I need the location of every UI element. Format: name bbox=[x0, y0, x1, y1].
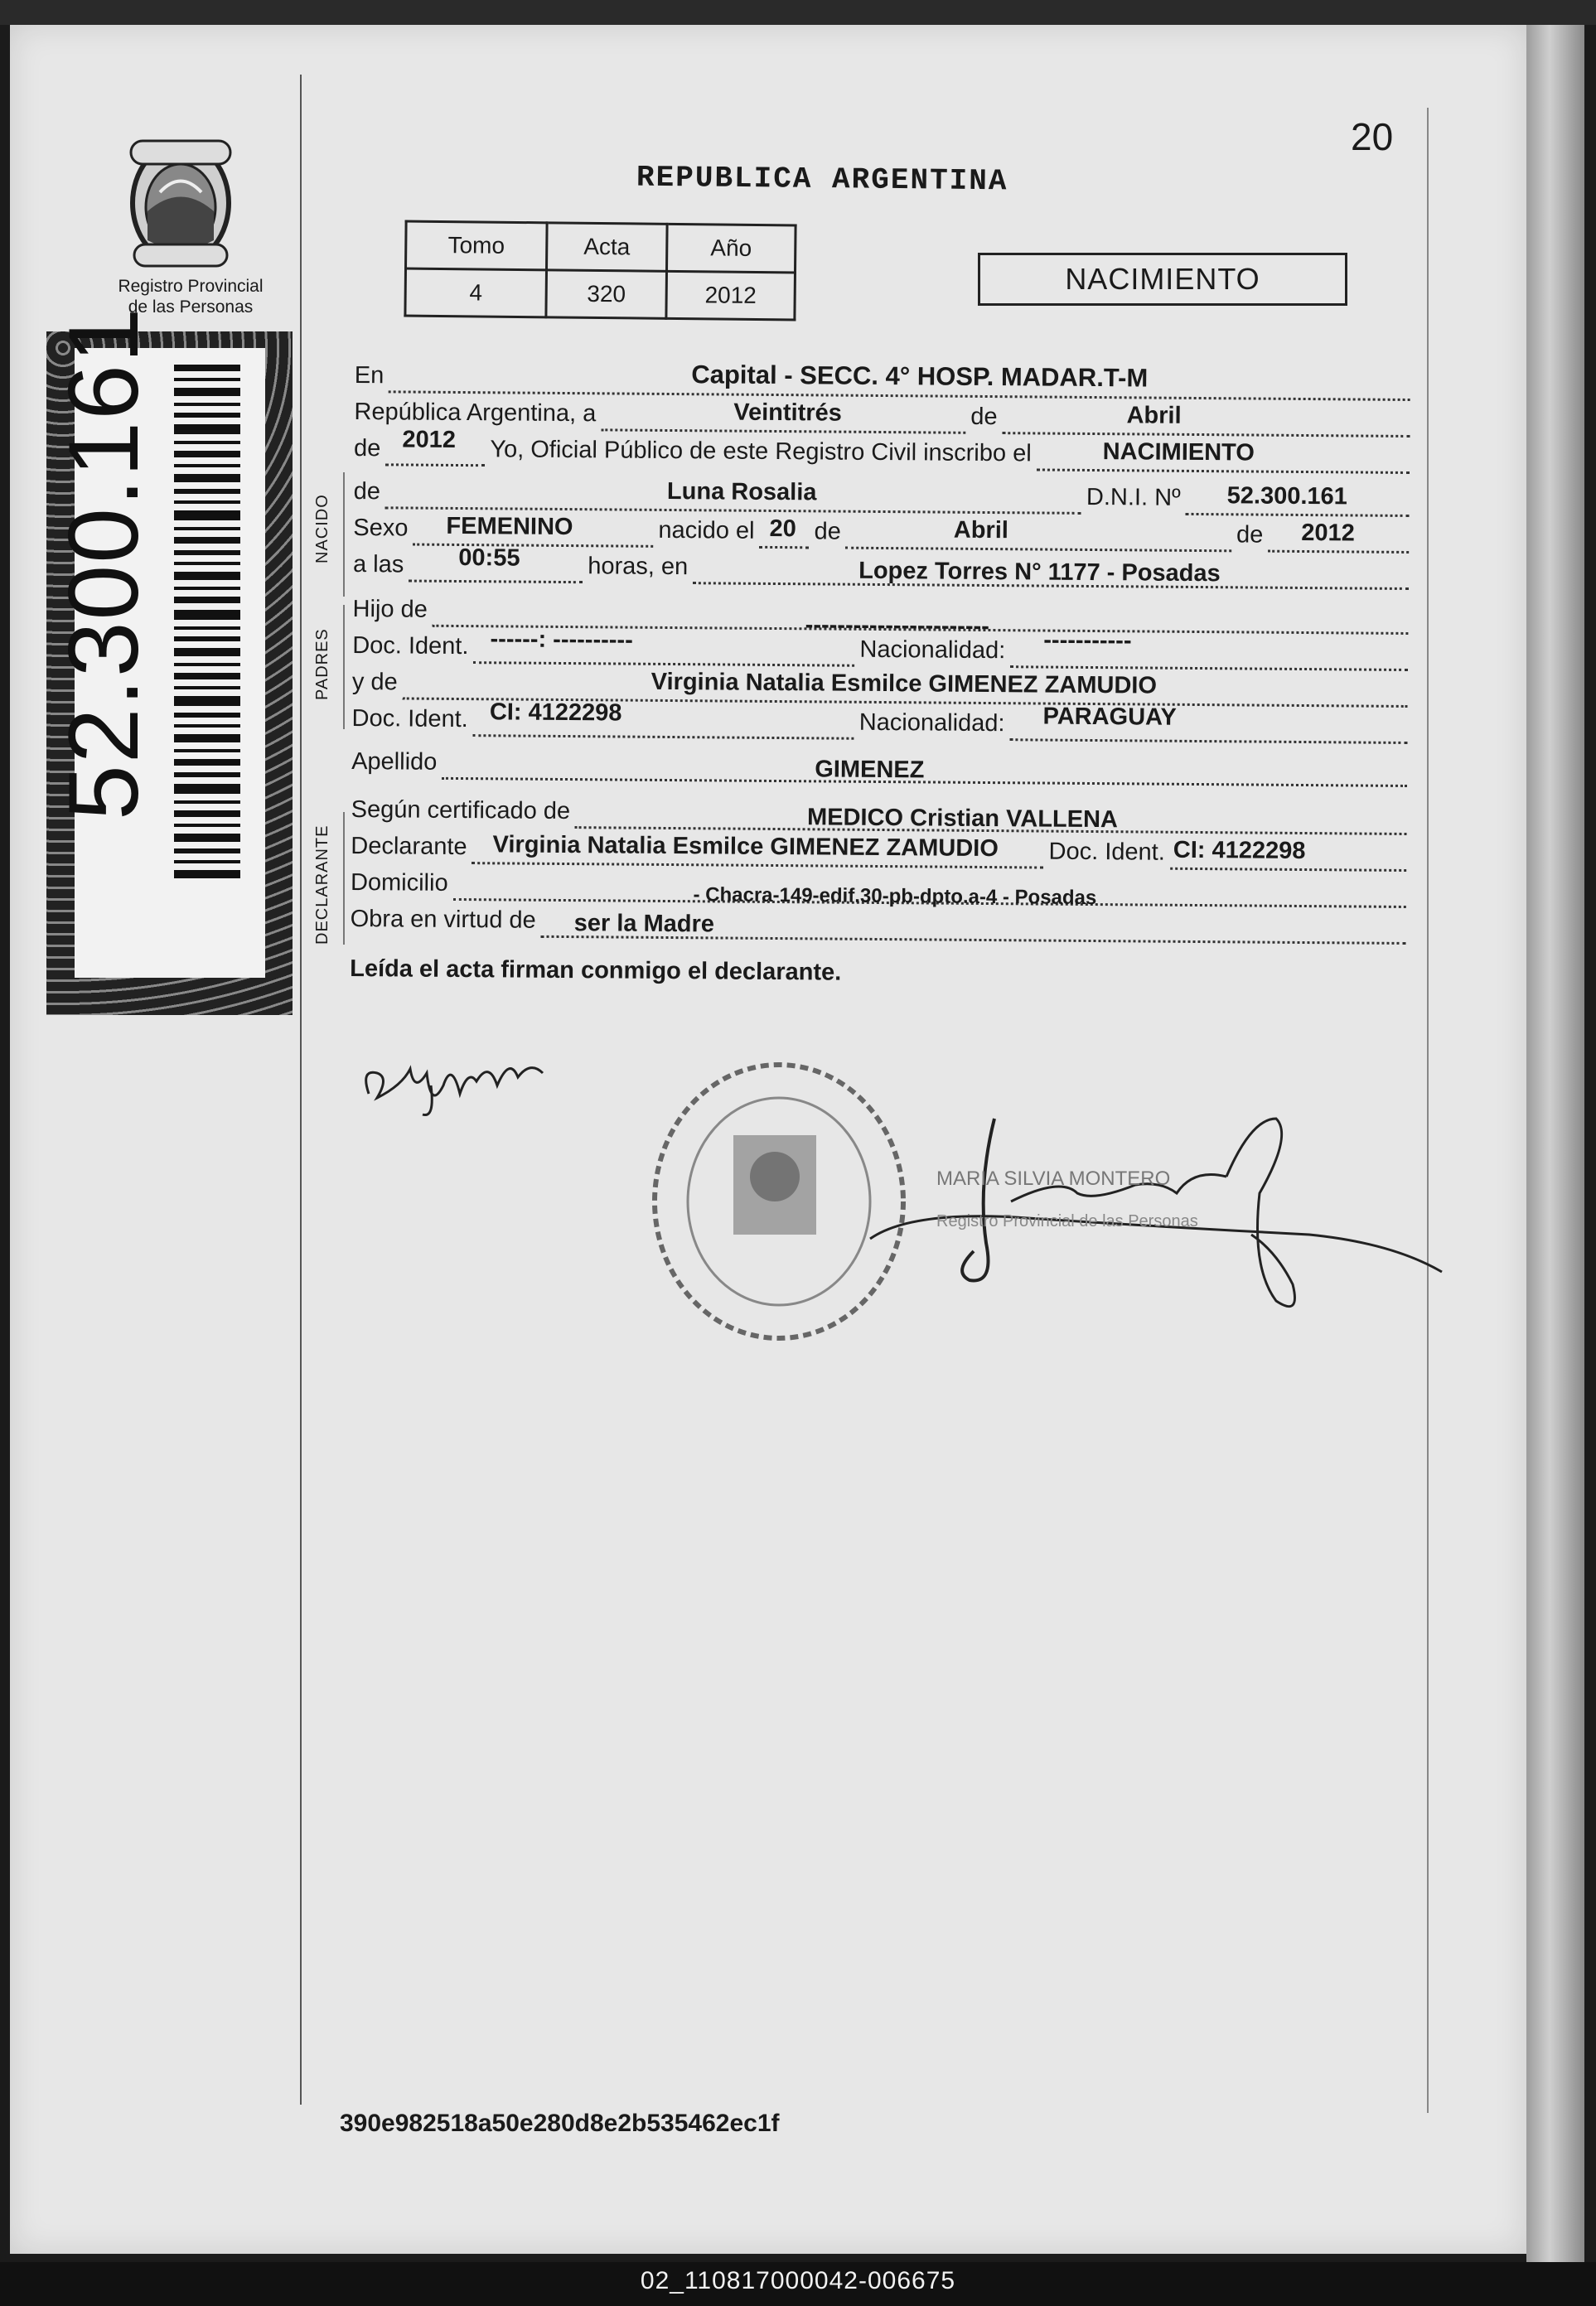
mother-name-value: Virginia Natalia Esmilce GIMENEZ ZAMUDIO bbox=[650, 668, 1158, 699]
svg-text:MARIA SILVIA MONTERO: MARIA SILVIA MONTERO bbox=[936, 1168, 1171, 1190]
section-label-padres: PADRES bbox=[313, 628, 331, 700]
de-name-label: de bbox=[353, 477, 381, 505]
birth-record-form bbox=[350, 356, 1415, 994]
page-number: 20 bbox=[1351, 115, 1394, 158]
hijo-value: ----------------------- bbox=[805, 612, 989, 641]
barcode-icon bbox=[174, 365, 240, 878]
father-doc-value: ------: ---------- bbox=[490, 626, 633, 654]
birth-day-value: 20 bbox=[769, 515, 796, 543]
declarante-doc-line bbox=[1170, 836, 1407, 872]
inscribo-value: NACIMIENTO bbox=[1102, 438, 1255, 467]
declarante-line bbox=[472, 831, 1043, 868]
time-value: 00:55 bbox=[458, 544, 520, 572]
en-label: En bbox=[354, 361, 384, 389]
de-label-3: de bbox=[814, 518, 841, 545]
segun-label: Según certificado de bbox=[351, 795, 571, 825]
segun-value: MEDICO Cristian VALLENA bbox=[806, 804, 1119, 834]
birth-day-line bbox=[759, 515, 809, 549]
table-value-acta: 320 bbox=[546, 270, 667, 319]
margin-line bbox=[300, 75, 302, 2105]
domicilio-value: - Chacra-149-edif.30-pb-dpto.a-4 - Posadas bbox=[693, 883, 1097, 910]
table-value-anio: 2012 bbox=[666, 271, 796, 320]
form-row-obra bbox=[351, 900, 1411, 945]
nacionalidad-label-2: Nacionalidad: bbox=[858, 708, 1005, 737]
sexo-label: Sexo bbox=[353, 514, 409, 542]
apellido-label: Apellido bbox=[351, 747, 438, 776]
month-line bbox=[1002, 404, 1410, 438]
dni-label: D.N.I. Nº bbox=[1086, 483, 1181, 511]
domicilio-label: Domicilio bbox=[350, 868, 448, 897]
month-value: Abril bbox=[1126, 402, 1182, 429]
father-nat-value: ----------- bbox=[1043, 626, 1132, 655]
mother-nat-value: PARAGUAY bbox=[1042, 703, 1177, 731]
de-label-4: de bbox=[1236, 521, 1264, 549]
doc-ident-label: Doc. Ident. bbox=[352, 631, 469, 660]
birth-month-value: Abril bbox=[953, 516, 1009, 544]
year-line bbox=[385, 426, 485, 467]
form-row-time bbox=[353, 545, 1414, 590]
nacionalidad-label: Nacionalidad: bbox=[859, 636, 1006, 665]
table-header-acta: Acta bbox=[547, 223, 668, 272]
section-label-declarante: DECLARANTE bbox=[313, 824, 331, 945]
declarante-doc-value: CI: 4122298 bbox=[1173, 836, 1306, 865]
oficial-text: Yo, Oficial Público de este Registro Civil inscribo el bbox=[490, 436, 1032, 467]
inscribo-line bbox=[1037, 440, 1410, 474]
form-row-mother-doc bbox=[351, 699, 1412, 744]
official-signature-icon bbox=[862, 1102, 1458, 1342]
section-divider bbox=[343, 605, 345, 729]
scan-top-border bbox=[0, 0, 1596, 25]
de-label: de bbox=[970, 403, 998, 431]
year-value: 2012 bbox=[402, 426, 457, 453]
mother-nat-line bbox=[1009, 703, 1407, 744]
section-divider bbox=[343, 472, 345, 597]
mother-doc-value: CI: 4122298 bbox=[489, 699, 622, 727]
record-type-box: NACIMIENTO bbox=[978, 253, 1347, 306]
nacido-label: nacido el bbox=[658, 516, 755, 544]
de-year-label: de bbox=[354, 434, 381, 462]
sexo-line bbox=[413, 512, 653, 548]
svg-text:Registro Provincial de las Per: Registro Provincial de las Personas bbox=[936, 1212, 1198, 1230]
section-label-nacido: NACIDO bbox=[313, 494, 331, 563]
obra-line bbox=[541, 907, 1406, 945]
father-nat-line bbox=[1010, 626, 1408, 671]
document-title: REPUBLICA ARGENTINA bbox=[636, 160, 1008, 199]
registry-label-line2: de las Personas bbox=[128, 297, 254, 317]
registry-label-line1: Registro Provincial bbox=[118, 277, 264, 296]
sexo-value: FEMENINO bbox=[446, 512, 573, 541]
birth-year-line bbox=[1268, 519, 1409, 554]
yde-label: y de bbox=[351, 668, 398, 696]
dni-value: 52.300.161 bbox=[1226, 482, 1347, 510]
horas-label: horas, en bbox=[588, 553, 689, 581]
tomo-acta-table bbox=[404, 220, 796, 321]
hijo-label: Hijo de bbox=[352, 595, 428, 623]
doc-ident-label-3: Doc. Ident. bbox=[1048, 838, 1165, 866]
birth-month-line bbox=[846, 516, 1232, 553]
table-header-anio: Año bbox=[666, 224, 796, 273]
alas-label: a las bbox=[352, 550, 404, 578]
republica-label: República Argentina, a bbox=[354, 398, 597, 428]
table-header-tomo: Tomo bbox=[406, 221, 548, 270]
place-value: Capital - SECC. 4° HOSP. MADAR.T-M bbox=[691, 360, 1149, 393]
declarante-value: Virginia Natalia Esmilce GIMENEZ ZAMUDIO bbox=[492, 831, 999, 863]
time-line bbox=[409, 544, 583, 584]
form-row-apellido bbox=[351, 742, 1412, 787]
dni-line bbox=[1186, 482, 1410, 517]
document-hash: 390e982518a50e280d8e2b535462ec1f bbox=[340, 2110, 780, 2137]
apellido-value: GIMENEZ bbox=[815, 756, 925, 784]
leida-text: Leída el acta firman conmigo el declarante. bbox=[350, 955, 842, 986]
day-words-value: Veintitrés bbox=[733, 399, 842, 427]
birthplace-line bbox=[693, 554, 1409, 590]
apellido-line bbox=[442, 749, 1407, 787]
name-value: Luna Rosalia bbox=[666, 477, 817, 506]
scan-filename: 02_110817000042-006675 bbox=[640, 2267, 956, 2294]
day-line bbox=[601, 400, 965, 433]
form-row-year bbox=[354, 426, 1415, 474]
table-value-tomo: 4 bbox=[405, 268, 547, 317]
doc-ident-label-2: Doc. Ident. bbox=[351, 704, 468, 733]
dni-large-number: 52.300.161 bbox=[48, 306, 159, 820]
obra-value: ser la Madre bbox=[573, 910, 715, 938]
father-doc-line bbox=[473, 626, 854, 667]
declarant-signature-icon bbox=[352, 1036, 568, 1127]
page-edge bbox=[1526, 25, 1584, 2262]
declarante-label: Declarante bbox=[351, 832, 467, 861]
section-divider bbox=[343, 812, 345, 945]
mother-doc-line bbox=[473, 699, 854, 740]
obra-label: Obra en virtud de bbox=[350, 905, 536, 934]
birthplace-value: Lopez Torres N° 1177 - Posadas bbox=[858, 557, 1221, 587]
birth-year-value: 2012 bbox=[1301, 519, 1356, 547]
